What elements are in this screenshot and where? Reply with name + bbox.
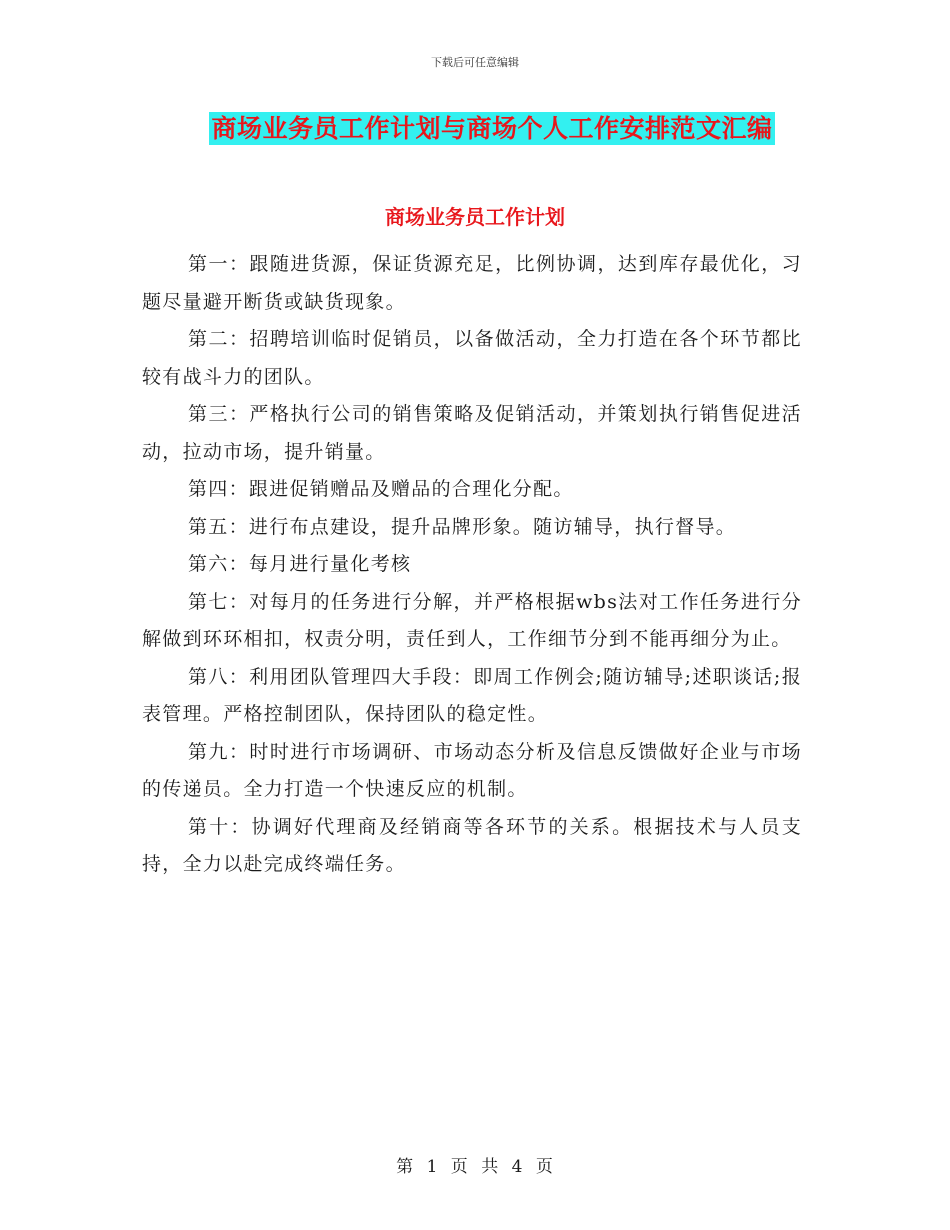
paragraph-9: 第九：时时进行市场调研、市场动态分析及信息反馈做好企业与市场的传递员。全力打造一个快速反应的机制。 <box>142 740 802 800</box>
paragraph-3: 第三：严格执行公司的销售策略及促销活动，并策划执行销售促进活动，拉动市场，提升销量。 <box>142 403 802 463</box>
paragraph-10: 第十：协调好代理商及经销商等各环节的关系。根据技术与人员支持，全力以赴完成终端任务。 <box>142 815 802 875</box>
section-title: 商场业务员工作计划 <box>385 205 565 229</box>
page-header-note: 下载后可任意编辑 <box>431 56 519 69</box>
page-number: 第 1 页 共 4 页 <box>396 1157 554 1177</box>
document-title-container <box>0 112 950 145</box>
paragraph-6: 第六：每月进行量化考核 <box>188 553 412 575</box>
body-text <box>142 246 802 884</box>
paragraph-4: 第四：跟进促销赠品及赠品的合理化分配。 <box>188 478 574 500</box>
paragraph-2: 第二：招聘培训临时促销员，以备做活动，全力打造在各个环节都比较有战斗力的团队。 <box>142 328 802 388</box>
paragraph-5: 第五：进行布点建设，提升品牌形象。随访辅导，执行督导。 <box>188 515 737 538</box>
document-title: 商场业务员工作计划与商场个人工作安排范文汇编 <box>211 114 773 143</box>
paragraph-8: 第八：利用团队管理四大手段：即周工作例会;随访辅导;述职谈话;报表管理。严格控制团队，保持团队的稳定性。 <box>142 665 802 725</box>
paragraph-7: 第七：对每月的任务进行分解，并严格根据wbs法对工作任务进行分解做到环环相扣，权责分明，责任到人，工作细节分到不能再细分为止。 <box>142 590 802 650</box>
paragraph-1: 第一：跟随进货源，保证货源充足，比例协调，达到库存最优化，习题尽量避开断货或缺货现象。 <box>142 253 802 313</box>
